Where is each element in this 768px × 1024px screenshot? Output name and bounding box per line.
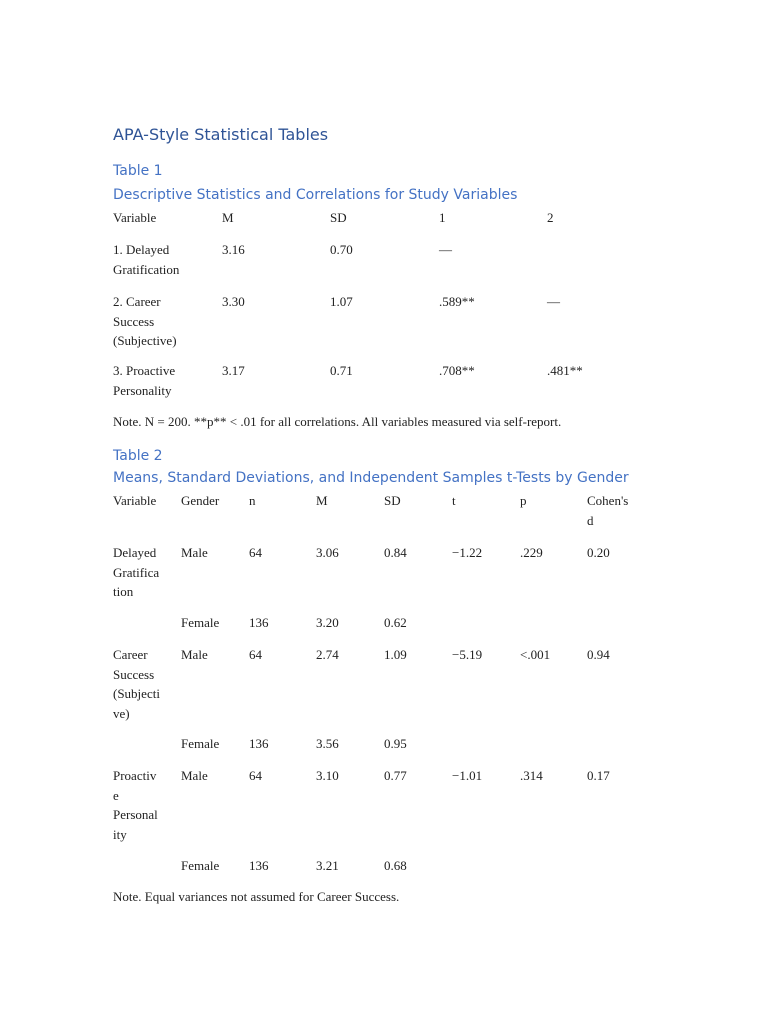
table2-title: Means, Standard Deviations, and Independent Samples t-Tests by Gender (113, 470, 629, 486)
table2-header-cell: Cohen's d (587, 493, 629, 528)
table1-cell: 0.70 (330, 242, 353, 257)
table2-cell: 64 (249, 647, 262, 662)
table2-header-cell: Variable (113, 493, 157, 508)
table2-cell: 3.10 (316, 768, 339, 783)
table2-cell: 0.62 (384, 615, 407, 630)
table1-cell: .589** (439, 294, 475, 309)
table2-cell: Male (181, 647, 208, 662)
table1-cell: .708** (439, 363, 475, 378)
table2-cell: <.001 (520, 647, 551, 662)
table2-cell: 0.95 (384, 736, 407, 751)
table1-cell: 3.30 (222, 294, 245, 309)
table2-header-cell: Gender (181, 493, 220, 508)
document-title: APA-Style Statistical Tables (113, 125, 329, 144)
table2-cell: 64 (249, 768, 262, 783)
table2-cell: −1.01 (452, 768, 483, 783)
table2-cell: 3.21 (316, 858, 339, 873)
table2-cell: 0.68 (384, 858, 407, 873)
table2-header-cell: n (249, 493, 256, 508)
table2-header-cell: SD (384, 493, 401, 508)
table2-cell: Female (181, 615, 220, 630)
table2-cell: 136 (249, 736, 269, 751)
table1-cell: .481** (547, 363, 583, 378)
table2-cell: 0.17 (587, 768, 610, 783)
table1-header-cell: 1 (439, 210, 446, 225)
table2-cell: Proactiv e Personal ity (113, 768, 158, 842)
table1-title: Descriptive Statistics and Correlations for Study Variables (113, 187, 518, 203)
table2-cell: 64 (249, 545, 262, 560)
table2-cell: 136 (249, 615, 269, 630)
table1-cell: 1. Delayed Gratification (113, 242, 180, 277)
table1-cell: 3. Proactive Personality (113, 363, 176, 398)
table1-cell: 2. Career Success (Subjective) (113, 294, 177, 348)
table2-cell: 0.20 (587, 545, 610, 560)
table1-cell: 0.71 (330, 363, 353, 378)
table2-cell: .229 (520, 545, 543, 560)
table2-header-cell: t (452, 493, 456, 508)
table1-header-cell: Variable (113, 210, 157, 225)
table2-cell: Male (181, 545, 208, 560)
table2-cell: −5.19 (452, 647, 483, 662)
table1-header-cell: SD (330, 210, 347, 225)
table1-label: Table 1 (113, 163, 163, 179)
table2-cell: −1.22 (452, 545, 483, 560)
table2-cell: 136 (249, 858, 269, 873)
table1-cell: 1.07 (330, 294, 353, 309)
table2-cell: 0.77 (384, 768, 407, 783)
table2-cell: 0.84 (384, 545, 407, 560)
table1-cell: 3.17 (222, 363, 245, 378)
table1-note: Note. N = 200. **p** < .01 for all correlations. All variables measured via self-report. (113, 414, 562, 429)
table1-cell: — (547, 294, 560, 309)
table1-cell: 3.16 (222, 242, 245, 257)
table2-cell: 3.56 (316, 736, 339, 751)
table2-cell: .314 (520, 768, 543, 783)
table1-header-cell: M (222, 210, 234, 225)
table2-header-cell: p (520, 493, 527, 508)
table1-header-cell: 2 (547, 210, 554, 225)
table1-cell: — (439, 242, 452, 257)
table2-cell: 1.09 (384, 647, 407, 662)
table2-cell: Female (181, 858, 220, 873)
table2-cell: 2.74 (316, 647, 339, 662)
table2-cell: Male (181, 768, 208, 783)
table2-cell: Delayed Gratifica tion (113, 545, 160, 599)
table2-cell: 3.20 (316, 615, 339, 630)
table2-cell: 3.06 (316, 545, 339, 560)
table2-cell: Career Success (Subjecti ve) (113, 647, 160, 721)
table2-header-cell: M (316, 493, 328, 508)
table2-cell: 0.94 (587, 647, 610, 662)
table2-label: Table 2 (113, 448, 163, 464)
table2-note: Note. Equal variances not assumed for Career Success. (113, 889, 400, 904)
table2-cell: Female (181, 736, 220, 751)
